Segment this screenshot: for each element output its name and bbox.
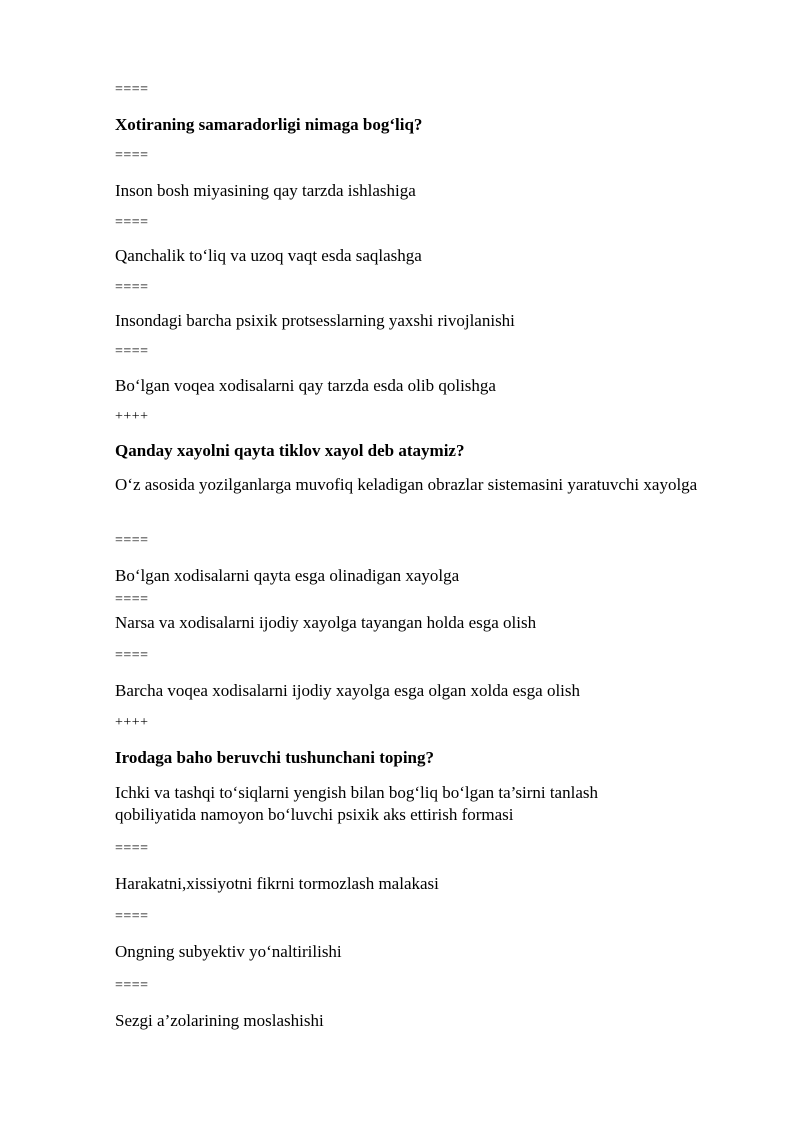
answer-text: Qanchalik to‘liq va uzoq vaqt esda saqlashga <box>115 246 422 265</box>
answer-text: Bo‘lgan xodisalarni qayta esga olinadigan xayolga <box>115 566 460 585</box>
separator: ==== <box>115 841 149 856</box>
separator: ==== <box>115 533 149 548</box>
answer-text: Narsa va xodisalarni ijodiy xayolga tayangan holda esga olish <box>115 613 537 632</box>
answer-text: Barcha voqea xodisalarni ijodiy xayolga esga olgan xolda esga olish <box>115 681 581 700</box>
separator: ==== <box>115 82 149 97</box>
answer-text: Ichki va tashqi to‘siqlarni yengish bilan bog‘liq bo‘lgan ta’sirni tanlash qobiliyatida namoyon bo‘luvchi psixik aks ettirish formasi <box>115 783 598 824</box>
answer-text: Bo‘lgan voqea xodisalarni qay tarzda esda olib qolishga <box>115 376 496 395</box>
separator: ==== <box>115 344 149 359</box>
answer-text: Insondagi barcha psixik protsesslarning yaxshi rivojlanishi <box>115 311 515 330</box>
answer-text: Harakatni,xissiyotni fikrni tormozlash malakasi <box>115 874 439 893</box>
question-text: Irodaga baho beruvchi tushunchani toping? <box>115 748 435 767</box>
separator: ++++ <box>115 715 149 730</box>
answer-text: O‘z asosida yozilganlarga muvofiq keladigan obrazlar sistemasini yaratuvchi xayolga <box>115 475 698 494</box>
separator: ==== <box>115 148 149 163</box>
answer-text: Ongning subyektiv yo‘naltirilishi <box>115 942 342 961</box>
separator: ==== <box>115 909 149 924</box>
question-text: Qanday xayolni qayta tiklov xayol deb ataymiz? <box>115 441 465 460</box>
separator: ==== <box>115 215 149 230</box>
answer-text: Sezgi a’zolarining moslashishi <box>115 1011 324 1030</box>
separator: ==== <box>115 592 149 607</box>
separator: ==== <box>115 280 149 295</box>
answer-text: Inson bosh miyasining qay tarzda ishlashiga <box>115 181 416 200</box>
question-text: Xotiraning samaradorligi nimaga bog‘liq? <box>115 115 423 134</box>
separator: ==== <box>115 648 149 663</box>
separator: ==== <box>115 978 149 993</box>
separator: ++++ <box>115 409 149 424</box>
